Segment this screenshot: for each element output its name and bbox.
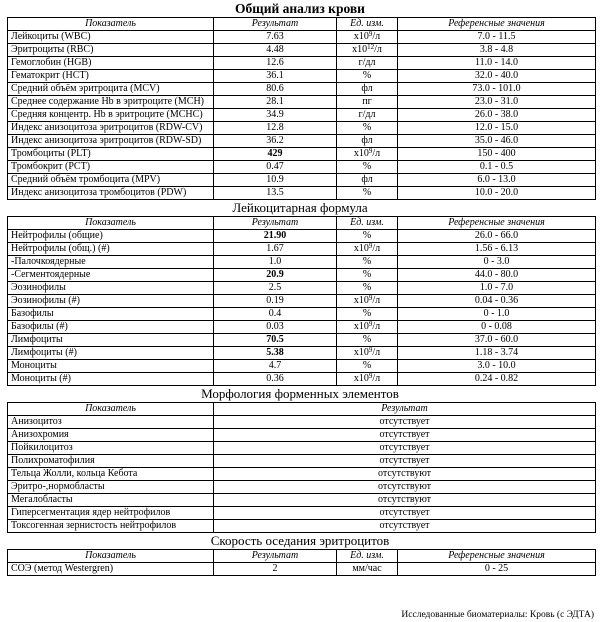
reference-range: 7.0 - 11.5 bbox=[398, 31, 596, 44]
col-unit: Ед. изм. bbox=[337, 217, 398, 230]
table-row bbox=[8, 334, 596, 347]
unit-base: % bbox=[362, 187, 372, 198]
table-row bbox=[8, 161, 596, 174]
table-row bbox=[8, 373, 596, 386]
indicator-name: Пойкилоцитоз bbox=[8, 442, 214, 455]
indicator-name: Эозинофилы (#) bbox=[8, 295, 214, 308]
unit-cell bbox=[337, 321, 398, 334]
unit-cell bbox=[337, 161, 398, 174]
unit-cell bbox=[337, 243, 398, 256]
col-indicator: Показатель bbox=[8, 550, 214, 563]
unit-tail: /л bbox=[372, 148, 381, 159]
esr-name: СОЭ (метод Westergren) bbox=[8, 563, 214, 576]
result-value: 0.36 bbox=[214, 373, 337, 386]
unit-exponent: 9 bbox=[368, 242, 373, 250]
indicator-name: Тельца Жолли, кольца Кебота bbox=[8, 468, 214, 481]
unit-base: % bbox=[362, 334, 372, 345]
result-value: 4.7 bbox=[214, 360, 337, 373]
table-row bbox=[8, 96, 596, 109]
reference-range: 32.0 - 40.0 bbox=[398, 70, 596, 83]
col-reference: Референсные значения bbox=[398, 18, 596, 31]
unit-exponent: 9 bbox=[368, 372, 373, 380]
result-value: отсутствуют bbox=[214, 468, 596, 481]
result-value: 13.5 bbox=[214, 187, 337, 200]
unit-cell bbox=[337, 122, 398, 135]
table-row bbox=[8, 308, 596, 321]
result-value: 4.48 bbox=[214, 44, 337, 57]
reference-range: 11.0 - 14.0 bbox=[398, 57, 596, 70]
reference-range: 150 - 400 bbox=[398, 148, 596, 161]
indicator-name: Эозинофилы bbox=[8, 282, 214, 295]
col-result: Результат bbox=[214, 217, 337, 230]
reference-range: 6.0 - 13.0 bbox=[398, 174, 596, 187]
col-reference: Референсные значения bbox=[398, 217, 596, 230]
table-row bbox=[8, 481, 596, 494]
reference-range: 37.0 - 60.0 bbox=[398, 334, 596, 347]
unit-cell bbox=[337, 373, 398, 386]
indicator-name: Моноциты bbox=[8, 360, 214, 373]
esr-table bbox=[7, 549, 596, 576]
table-row bbox=[8, 520, 596, 533]
indicator-name: Лимфоциты bbox=[8, 334, 214, 347]
col-indicator: Показатель bbox=[8, 403, 214, 416]
indicator-name: Эритро-,нормобласты bbox=[8, 481, 214, 494]
indicator-name: Нейтрофилы (общие) bbox=[8, 230, 214, 243]
indicator-name: Анизоцитоз bbox=[8, 416, 214, 429]
unit-exponent: 9 bbox=[368, 320, 373, 328]
result-value: отсутствует bbox=[214, 507, 596, 520]
table-row bbox=[8, 360, 596, 373]
unit-base: фл bbox=[361, 83, 373, 94]
col-reference: Референсные значения bbox=[398, 550, 596, 563]
unit-base: x10 bbox=[353, 243, 369, 254]
table-row bbox=[8, 455, 596, 468]
cbc-table bbox=[7, 17, 596, 200]
unit-cell bbox=[337, 187, 398, 200]
unit-exponent: 9 bbox=[368, 147, 373, 155]
result-value: 12.8 bbox=[214, 122, 337, 135]
unit-exponent: 9 bbox=[368, 294, 373, 302]
indicator-name: Нейтрофилы (общ.) (#) bbox=[8, 243, 214, 256]
table-row bbox=[8, 347, 596, 360]
indicator-name: Базофилы bbox=[8, 308, 214, 321]
cbc-title: Общий анализ крови bbox=[235, 1, 365, 16]
unit-base: г/дл bbox=[358, 57, 376, 68]
indicator-name: Тромбокрит (PCT) bbox=[8, 161, 214, 174]
esr-value: 2 bbox=[214, 563, 337, 576]
unit-cell bbox=[337, 31, 398, 44]
reference-range: 0.1 - 0.5 bbox=[398, 161, 596, 174]
reference-range: 35.0 - 46.0 bbox=[398, 135, 596, 148]
result-value: отсутствуют bbox=[214, 481, 596, 494]
indicator-name: Эритроциты (RBC) bbox=[8, 44, 214, 57]
unit-cell bbox=[337, 334, 398, 347]
table-row bbox=[8, 282, 596, 295]
indicator-name: -Палочкоядерные bbox=[8, 256, 214, 269]
result-value: 1.67 bbox=[214, 243, 337, 256]
indicator-name: Индекс анизоцитоза эритроцитов (RDW-SD) bbox=[8, 135, 214, 148]
unit-base: % bbox=[362, 230, 372, 241]
reference-range: 3.8 - 4.8 bbox=[398, 44, 596, 57]
result-value: 0.4 bbox=[214, 308, 337, 321]
unit-tail: /л bbox=[372, 347, 381, 358]
unit-cell bbox=[337, 148, 398, 161]
unit-base: г/дл bbox=[358, 109, 376, 120]
indicator-name: Индекс анизоцитоза эритроцитов (RDW-CV) bbox=[8, 122, 214, 135]
indicator-name: Средний объём эритроцита (MCV) bbox=[8, 83, 214, 96]
reference-range: 23.0 - 31.0 bbox=[398, 96, 596, 109]
unit-base: % bbox=[362, 256, 372, 267]
esr-header-row bbox=[8, 550, 596, 563]
esr-title: Скорость оседания эритроцитов bbox=[210, 533, 390, 548]
table-row bbox=[8, 494, 596, 507]
unit-cell bbox=[337, 109, 398, 122]
unit-exponent: 9 bbox=[368, 346, 373, 354]
table-row bbox=[8, 563, 596, 576]
indicator-name: Средний объём тромбоцита (MPV) bbox=[8, 174, 214, 187]
unit-base: x10 bbox=[352, 44, 368, 55]
result-value: отсутствует bbox=[214, 416, 596, 429]
col-unit: Ед. изм. bbox=[337, 18, 398, 31]
result-value: 429 bbox=[214, 148, 337, 161]
morph-title: Морфология форменных элементов bbox=[201, 386, 399, 401]
unit-base: x10 bbox=[353, 373, 369, 384]
unit-cell bbox=[337, 282, 398, 295]
result-value: отсутствует bbox=[214, 520, 596, 533]
unit-base: % bbox=[362, 360, 372, 371]
table-row bbox=[8, 148, 596, 161]
col-indicator: Показатель bbox=[8, 18, 214, 31]
unit-base: % bbox=[362, 161, 372, 172]
table-row bbox=[8, 70, 596, 83]
col-result: Результат bbox=[214, 18, 337, 31]
indicator-name: Индекс анизоцитоза тромбоцитов (PDW) bbox=[8, 187, 214, 200]
table-row bbox=[8, 468, 596, 481]
unit-cell bbox=[337, 256, 398, 269]
indicator-name: Базофилы (#) bbox=[8, 321, 214, 334]
unit-base: фл bbox=[361, 135, 373, 146]
reference-range: 12.0 - 15.0 bbox=[398, 122, 596, 135]
table-row bbox=[8, 230, 596, 243]
cbc-header-row bbox=[8, 18, 596, 31]
result-value: 20.9 bbox=[214, 269, 337, 282]
table-row bbox=[8, 109, 596, 122]
diff-header-row bbox=[8, 217, 596, 230]
unit-base: % bbox=[362, 269, 372, 280]
result-value: 36.2 bbox=[214, 135, 337, 148]
reference-range: 1.18 - 3.74 bbox=[398, 347, 596, 360]
morph-rows bbox=[8, 416, 596, 533]
unit-base: x10 bbox=[353, 31, 369, 42]
result-value: 0.47 bbox=[214, 161, 337, 174]
indicator-name: Анизохромия bbox=[8, 429, 214, 442]
result-value: 80.6 bbox=[214, 83, 337, 96]
table-row bbox=[8, 429, 596, 442]
indicator-name: Гемоглобин (HGB) bbox=[8, 57, 214, 70]
unit-cell bbox=[337, 57, 398, 70]
indicator-name: Тромбоциты (PLT) bbox=[8, 148, 214, 161]
unit-tail: /л bbox=[374, 44, 382, 55]
table-row bbox=[8, 174, 596, 187]
result-value: 70.5 bbox=[214, 334, 337, 347]
result-value: 0.03 bbox=[214, 321, 337, 334]
reference-range: 26.0 - 38.0 bbox=[398, 109, 596, 122]
indicator-name: Моноциты (#) bbox=[8, 373, 214, 386]
reference-range: 0 - 0.08 bbox=[398, 321, 596, 334]
result-value: отсутствуют bbox=[214, 494, 596, 507]
reference-range: 1.56 - 6.13 bbox=[398, 243, 596, 256]
indicator-name: Лимфоциты (#) bbox=[8, 347, 214, 360]
diff-title: Лейкоцитарная формула bbox=[232, 200, 368, 215]
indicator-name: Полихроматофилия bbox=[8, 455, 214, 468]
unit-base: x10 bbox=[353, 321, 369, 332]
table-row bbox=[8, 243, 596, 256]
result-value: 36.1 bbox=[214, 70, 337, 83]
table-row bbox=[8, 44, 596, 57]
indicator-name: Лейкоциты (WBC) bbox=[8, 31, 214, 44]
unit-exponent: 9 bbox=[368, 30, 373, 38]
unit-cell bbox=[337, 308, 398, 321]
cbc-rows bbox=[8, 31, 596, 200]
diff-rows bbox=[8, 230, 596, 386]
result-value: 34.9 bbox=[214, 109, 337, 122]
indicator-name: Мегалобласты bbox=[8, 494, 214, 507]
indicator-name: Гематокрит (HCT) bbox=[8, 70, 214, 83]
indicator-name: Средняя концентр. Hb в эритроците (MCHC) bbox=[8, 109, 214, 122]
morph-header-row bbox=[8, 403, 596, 416]
unit-cell bbox=[337, 135, 398, 148]
result-value: 2.5 bbox=[214, 282, 337, 295]
indicator-name: Токсогенная зернистость нейтрофилов bbox=[8, 520, 214, 533]
reference-range: 0.24 - 0.82 bbox=[398, 373, 596, 386]
table-row bbox=[8, 135, 596, 148]
unit-tail: /л bbox=[372, 373, 381, 384]
col-unit: Ед. изм. bbox=[337, 550, 398, 563]
col-result: Результат bbox=[214, 403, 596, 416]
reference-range: 10.0 - 20.0 bbox=[398, 187, 596, 200]
result-value: 0.19 bbox=[214, 295, 337, 308]
reference-range: 26.0 - 66.0 bbox=[398, 230, 596, 243]
indicator-name: -Сегментоядерные bbox=[8, 269, 214, 282]
unit-cell bbox=[337, 96, 398, 109]
morph-table bbox=[7, 402, 596, 533]
result-value: 10.9 bbox=[214, 174, 337, 187]
indicator-name: Гиперсегментация ядер нейтрофилов bbox=[8, 507, 214, 520]
table-row bbox=[8, 321, 596, 334]
result-value: отсутствует bbox=[214, 429, 596, 442]
reference-range: 1.0 - 7.0 bbox=[398, 282, 596, 295]
unit-cell bbox=[337, 347, 398, 360]
unit-cell bbox=[337, 269, 398, 282]
table-row bbox=[8, 83, 596, 96]
unit-cell bbox=[337, 83, 398, 96]
diff-table bbox=[7, 216, 596, 386]
reference-range: 44.0 - 80.0 bbox=[398, 269, 596, 282]
esr-unit: мм/час bbox=[337, 563, 398, 576]
result-value: 7.63 bbox=[214, 31, 337, 44]
table-row bbox=[8, 416, 596, 429]
unit-base: x10 bbox=[353, 347, 369, 358]
result-value: 1.0 bbox=[214, 256, 337, 269]
reference-range: 3.0 - 10.0 bbox=[398, 360, 596, 373]
col-result: Результат bbox=[214, 550, 337, 563]
unit-base: % bbox=[362, 308, 372, 319]
col-indicator: Показатель bbox=[8, 217, 214, 230]
unit-cell bbox=[337, 174, 398, 187]
table-row bbox=[8, 187, 596, 200]
reference-range: 73.0 - 101.0 bbox=[398, 83, 596, 96]
reference-range: 0.04 - 0.36 bbox=[398, 295, 596, 308]
unit-base: x10 bbox=[353, 295, 369, 306]
unit-base: x10 bbox=[353, 148, 369, 159]
reference-range: 0 - 1.0 bbox=[398, 308, 596, 321]
unit-cell bbox=[337, 230, 398, 243]
unit-cell bbox=[337, 44, 398, 57]
unit-cell bbox=[337, 295, 398, 308]
table-row bbox=[8, 122, 596, 135]
unit-base: % bbox=[362, 70, 372, 81]
table-row bbox=[8, 507, 596, 520]
unit-tail: /л bbox=[372, 31, 381, 42]
result-value: 5.38 bbox=[214, 347, 337, 360]
table-row bbox=[8, 57, 596, 70]
table-row bbox=[8, 442, 596, 455]
result-value: 21.90 bbox=[214, 230, 337, 243]
unit-tail: /л bbox=[372, 321, 381, 332]
table-row bbox=[8, 269, 596, 282]
unit-exponent: 12 bbox=[367, 43, 375, 51]
unit-base: % bbox=[362, 282, 372, 293]
unit-tail: /л bbox=[372, 295, 381, 306]
unit-base: % bbox=[362, 122, 372, 133]
unit-tail: /л bbox=[372, 243, 381, 254]
biomaterial-note: Исследованные биоматериалы: Кровь (с ЭДТА) bbox=[401, 610, 594, 620]
unit-cell bbox=[337, 70, 398, 83]
unit-base: пг bbox=[362, 96, 372, 107]
indicator-name: Среднее содержание Hb в эритроците (MCH) bbox=[8, 96, 214, 109]
result-value: 28.1 bbox=[214, 96, 337, 109]
table-row bbox=[8, 31, 596, 44]
result-value: отсутствует bbox=[214, 442, 596, 455]
esr-reference: 0 - 25 bbox=[398, 563, 596, 576]
table-row bbox=[8, 295, 596, 308]
unit-base: фл bbox=[361, 174, 373, 185]
reference-range: 0 - 3.0 bbox=[398, 256, 596, 269]
table-row bbox=[8, 256, 596, 269]
result-value: 12.6 bbox=[214, 57, 337, 70]
unit-cell bbox=[337, 360, 398, 373]
result-value: отсутствует bbox=[214, 455, 596, 468]
